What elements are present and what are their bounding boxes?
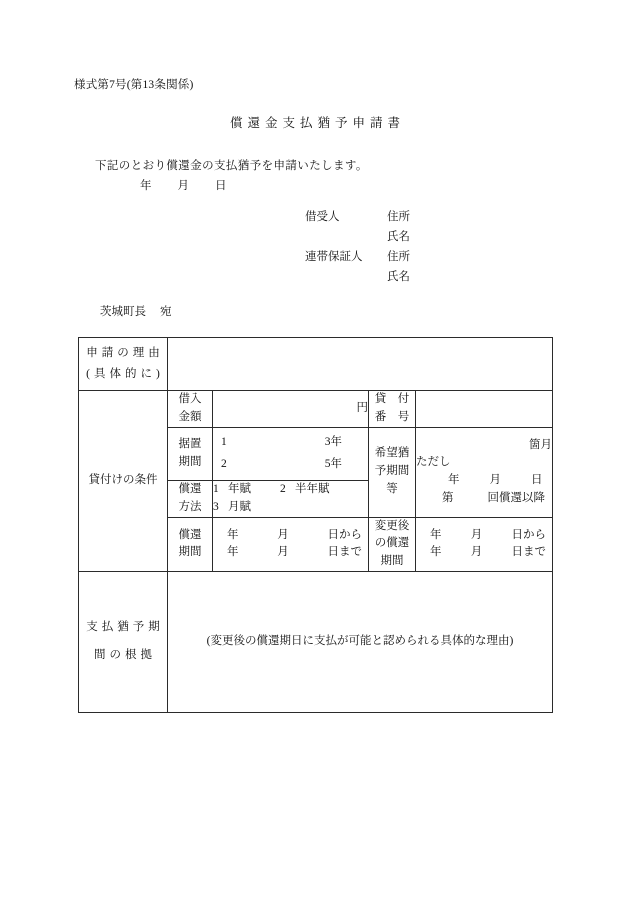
revised-period-from-month: 月: [470, 528, 483, 541]
revised-period-from-year: 年: [430, 528, 442, 541]
signature-row-guarantor-name: [305, 268, 443, 288]
repayment-method-option-1-text: 年賦: [228, 482, 251, 495]
requested-deferral-nth-label: 第: [442, 491, 454, 504]
revised-period-to-year: 年: [430, 546, 442, 559]
conditions-label-cell: 貸付けの条件: [79, 391, 168, 572]
repayment-period-to[interactable]: [213, 544, 368, 562]
repayment-method-label-line1: 償還: [178, 482, 202, 495]
repayment-method-options-line2[interactable]: [213, 499, 368, 517]
revised-period-from[interactable]: [416, 527, 552, 545]
repayment-period-to-year: 年: [227, 546, 239, 559]
basis-label-cell: [79, 572, 168, 713]
signature-row-guarantor-address: [305, 248, 443, 268]
repayment-method-option-2-no: 2: [280, 482, 286, 495]
revised-period-label-cell: [369, 517, 416, 571]
revised-period-label-line3: 期間: [380, 555, 404, 568]
requested-deferral-however: ただし: [416, 456, 451, 469]
addressee: [100, 303, 172, 319]
basis-input-cell[interactable]: [168, 572, 553, 713]
grace-period-option-2-text: 5年: [324, 457, 342, 470]
repayment-period-label-cell: [168, 517, 213, 571]
requested-deferral-date[interactable]: [416, 472, 552, 490]
requested-deferral-label-line3: 等: [386, 483, 398, 496]
signature-field-guarantor-address: 住所: [387, 251, 410, 263]
table-row-reason: [79, 338, 553, 391]
requested-deferral-label-cell: [369, 427, 416, 517]
repayment-period-label-line1: 償還: [178, 528, 202, 541]
grace-period-option-2[interactable]: [213, 454, 368, 476]
repayment-method-option-1-no: 1: [213, 482, 219, 495]
requested-deferral-input-cell[interactable]: [416, 427, 553, 517]
repayment-period-from[interactable]: [213, 527, 368, 545]
repayment-period-from-month: 月: [277, 528, 289, 541]
loan-amount-input-cell[interactable]: [213, 391, 369, 428]
requested-deferral-label-line1: 希望猶: [374, 447, 410, 460]
loan-amount-unit: 円: [356, 401, 368, 414]
grace-period-option-1-no: 1: [221, 435, 227, 448]
grace-period-label-cell: [168, 427, 213, 480]
signature-field-guarantor-name: 氏名: [387, 271, 410, 283]
signature-block: [305, 208, 443, 288]
reason-label-line2: (具体的に): [86, 368, 164, 380]
signature-field-name: 氏名: [387, 231, 410, 243]
loan-number-label-line2: 番 号: [374, 410, 410, 423]
requested-deferral-day: 日: [531, 474, 543, 487]
loan-amount-label-line2: 金額: [178, 410, 202, 423]
revised-period-to-day: 日まで: [511, 546, 546, 559]
requested-deferral-year: 年: [448, 474, 460, 487]
addressee-suffix: 宛: [160, 306, 172, 318]
date-month-label: 月: [177, 180, 189, 192]
application-table: [78, 337, 553, 713]
loan-amount-label-line1: 借入: [178, 393, 202, 405]
grace-period-option-1-text: 3年: [324, 435, 342, 448]
signature-field-address: 住所: [387, 211, 410, 223]
repayment-method-option-3-no: 3: [213, 500, 219, 513]
revised-period-label-line1: 変更後: [374, 519, 410, 532]
grace-period-label-line2: 期間: [178, 455, 202, 468]
repayment-period-to-month: 月: [277, 546, 289, 559]
basis-label-line2: 間の根拠: [94, 649, 156, 662]
form-number: 様式第7号(第13条関係): [74, 79, 194, 91]
repayment-method-options-cell[interactable]: [213, 480, 369, 517]
requested-deferral-label-line2: 予期間: [374, 465, 410, 478]
requested-deferral-nth-suffix: 回償還以降: [487, 491, 545, 504]
grace-period-option-2-no: 2: [221, 457, 227, 470]
basis-label-line1: 支払猶予期: [86, 621, 164, 634]
grace-period-label-line1: 据置: [178, 437, 202, 450]
repayment-method-label-cell: [168, 480, 213, 517]
reason-label-line1: 申請の理由: [86, 346, 164, 359]
signature-role-guarantor: 連帯保証人: [305, 251, 363, 263]
requested-deferral-months: 箇月: [529, 438, 552, 451]
loan-number-input-cell[interactable]: [416, 391, 553, 428]
reason-label-cell: [79, 338, 168, 391]
repayment-method-option-3-text: 月賦: [228, 500, 251, 513]
grace-period-options-cell[interactable]: [213, 427, 369, 480]
application-date-line: [140, 177, 227, 193]
date-year-label: 年: [140, 180, 152, 192]
repayment-period-to-day: 日まで: [327, 546, 362, 559]
revised-period-label-line2: の償還: [374, 537, 410, 550]
repayment-period-from-day: 日から: [327, 528, 362, 541]
revised-period-input-cell[interactable]: [416, 517, 553, 571]
repayment-method-option-2-text: 半年賦: [295, 482, 330, 495]
revised-period-from-day: 日から: [511, 528, 546, 541]
signature-row-borrower-name: [305, 228, 443, 248]
reason-input-cell[interactable]: [168, 338, 553, 391]
repayment-method-options-line1[interactable]: [213, 481, 368, 499]
table-row-basis: [79, 572, 553, 713]
loan-amount-label-cell: [168, 391, 213, 428]
repayment-period-from-year: 年: [227, 528, 239, 541]
repayment-method-label-line2: 方法: [178, 500, 202, 513]
table-row-loan-amount: [79, 391, 553, 428]
basis-note: (変更後の償還期日に支払が可能と認められる具体的な理由): [206, 635, 514, 648]
repayment-period-label-line2: 期間: [178, 546, 202, 559]
signature-role-borrower: 借受人: [305, 211, 340, 223]
repayment-period-input-cell[interactable]: [213, 517, 369, 571]
grace-period-option-1[interactable]: [213, 432, 368, 454]
revised-period-to-month: 月: [470, 546, 483, 559]
addressee-office: 茨城町長: [100, 306, 146, 318]
requested-deferral-month: 月: [489, 474, 501, 487]
page-title: 償還金支払猶予申請書: [229, 116, 405, 130]
date-day-label: 日: [215, 180, 227, 192]
requested-deferral-nth[interactable]: [416, 490, 552, 508]
revised-period-to[interactable]: [416, 544, 552, 562]
loan-number-label-cell: [369, 391, 416, 428]
loan-number-label-line1: 貸 付: [374, 393, 410, 405]
lead-sentence: 下記のとおり償還金の支払猶予を申請いたします。: [95, 160, 368, 172]
signature-row-borrower-address: [305, 208, 443, 228]
